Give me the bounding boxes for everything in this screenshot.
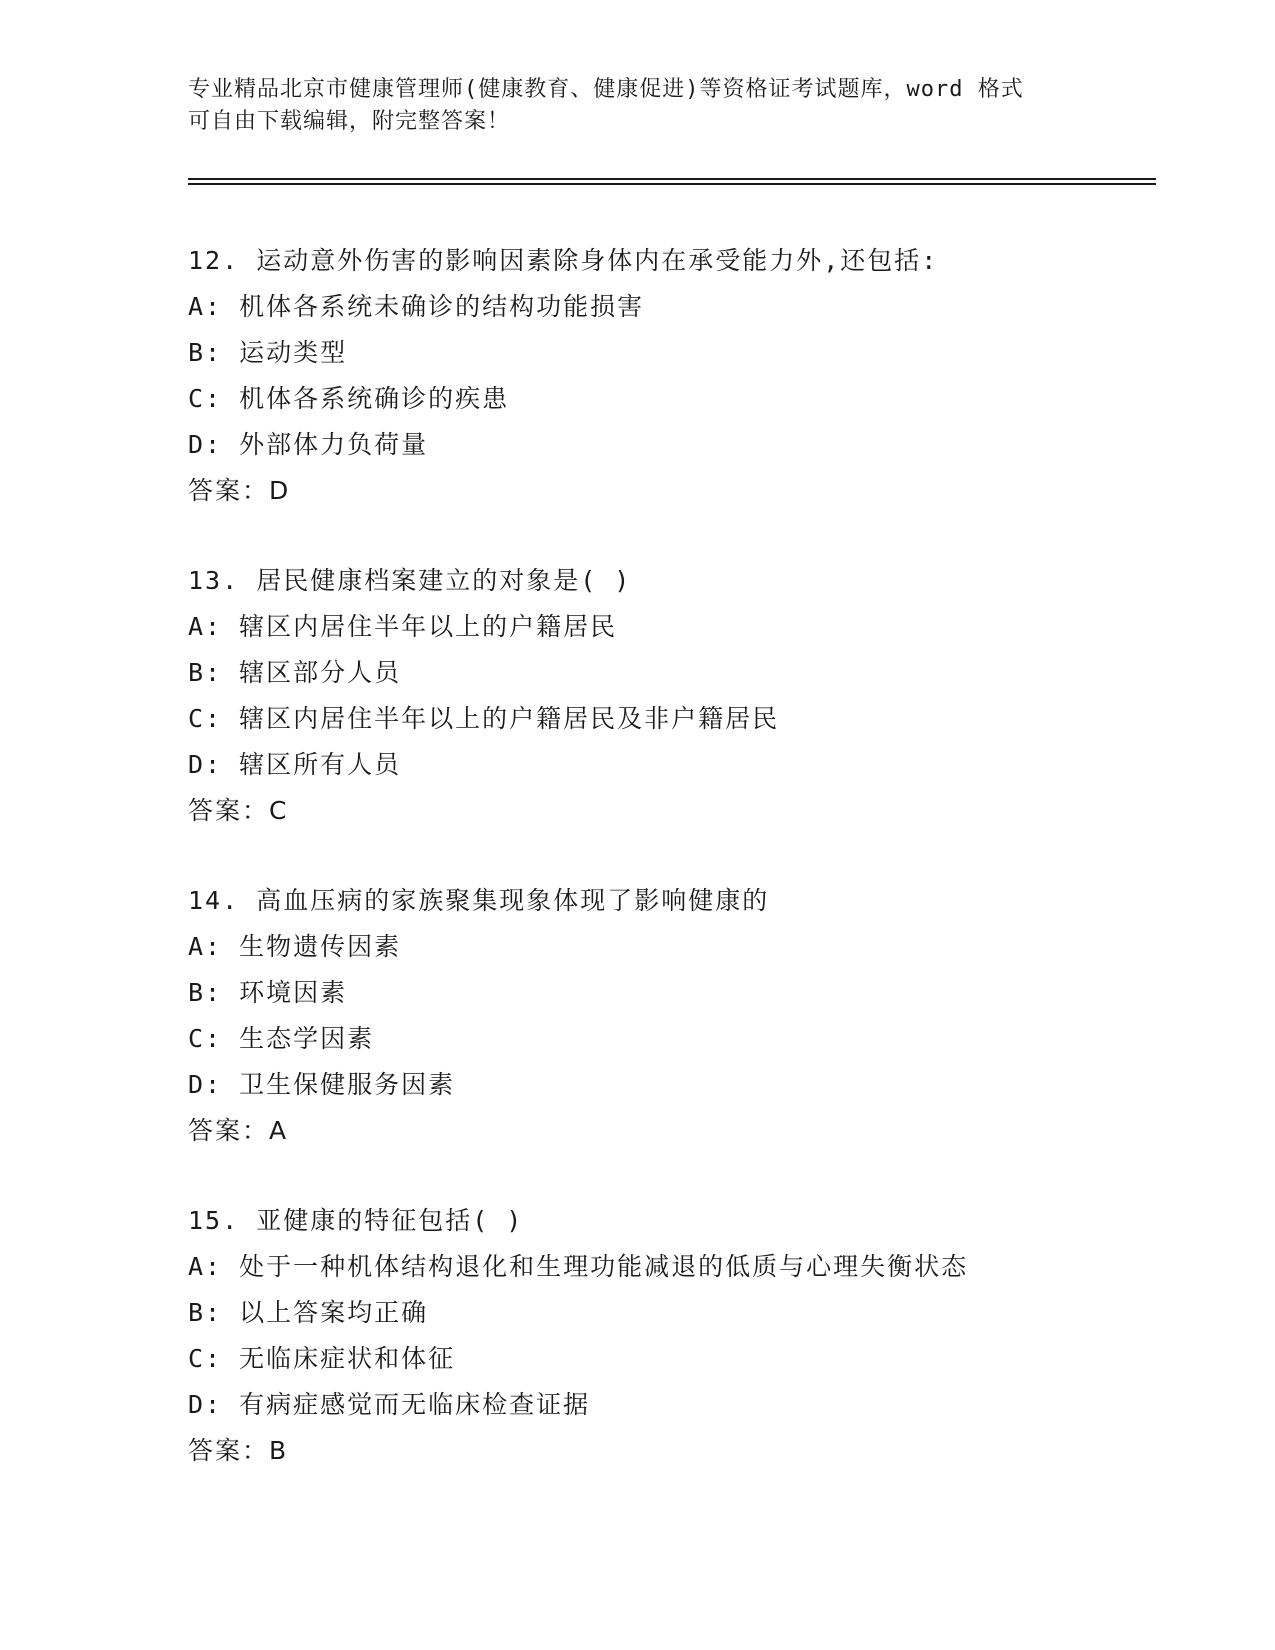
option-b: B: 以上答案均正确: [188, 1298, 429, 1327]
option-a: A: 处于一种机体结构退化和生理功能减退的低质与心理失衡状态: [188, 1252, 969, 1281]
answer-line: [188, 1108, 1188, 1154]
header-divider-bottom: [188, 183, 1156, 185]
option-a: A: 机体各系统未确诊的结构功能损害: [188, 292, 645, 321]
option-a: A: 辖区内居住半年以上的户籍居民: [188, 612, 618, 641]
question-15: [188, 1198, 1188, 1474]
answer-value: A: [269, 1116, 289, 1145]
option-a: A: 生物遗传因素: [188, 932, 402, 961]
option-d: D: 卫生保健服务因素: [188, 1070, 456, 1099]
option-c: C: 无临床症状和体征: [188, 1344, 456, 1373]
option-c: C: 生态学因素: [188, 1024, 375, 1053]
answer-label: 答案：: [188, 796, 270, 825]
answer-value: C: [269, 796, 289, 825]
answer-label: 答案：: [188, 1116, 270, 1145]
question-14: [188, 878, 1188, 1154]
question-spacer: [188, 514, 1188, 558]
option-d: D: 有病症感觉而无临床检查证据: [188, 1390, 591, 1419]
answer-label: 答案：: [188, 476, 270, 505]
header-line-1: 专业精品北京市健康管理师(健康教育、健康促进)等资格证考试题库，word 格式: [188, 77, 1024, 102]
option-d: D: 辖区所有人员: [188, 750, 402, 779]
answer-label: 答案：: [188, 1436, 270, 1465]
option-c: C: 机体各系统确诊的疾患: [188, 384, 510, 413]
header-divider-top: [188, 178, 1156, 180]
question-stem: 14. 高血压病的家族聚集现象体现了影响健康的: [188, 886, 770, 915]
question-13: [188, 558, 1188, 834]
answer-line: [188, 1428, 1188, 1474]
document-header: [188, 74, 1088, 138]
answer-value: B: [269, 1436, 289, 1465]
question-list: [188, 238, 1188, 1474]
option-c: C: 辖区内居住半年以上的户籍居民及非户籍居民: [188, 704, 780, 733]
answer-line: [188, 468, 1188, 514]
header-line-2: 可自由下载编辑，附完整答案！: [188, 109, 511, 134]
question-spacer: [188, 834, 1188, 878]
question-spacer: [188, 1154, 1188, 1198]
option-b: B: 辖区部分人员: [188, 658, 402, 687]
option-d: D: 外部体力负荷量: [188, 430, 429, 459]
question-12: [188, 238, 1188, 514]
answer-value: D: [269, 476, 291, 505]
option-b: B: 运动类型: [188, 338, 348, 367]
question-stem: 15. 亚健康的特征包括( ): [188, 1206, 524, 1235]
question-stem: 13. 居民健康档案建立的对象是( ): [188, 566, 632, 595]
answer-line: [188, 788, 1188, 834]
option-b: B: 环境因素: [188, 978, 348, 1007]
question-stem: 12. 运动意外伤害的影响因素除身体内在承受能力外,还包括:: [188, 246, 939, 275]
